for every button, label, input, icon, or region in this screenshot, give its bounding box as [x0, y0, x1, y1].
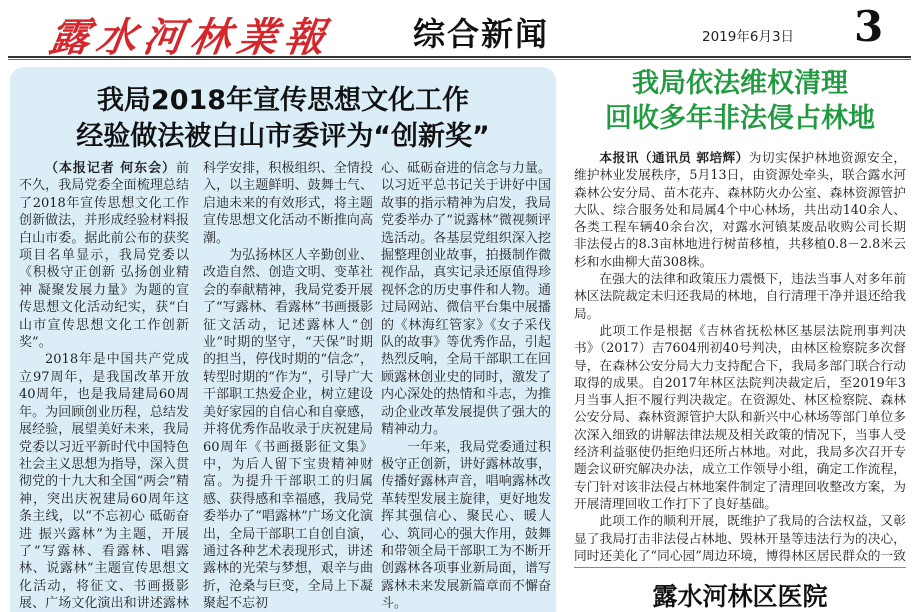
feature-headline-line-2: 经验做法被白山市委评为“创新奖” — [76, 121, 490, 152]
paragraph: 科学安排，积极组织、全情投入，以主题鲜明、鼓舞士气、启迪未来的有效形式，将主题宣传思想文化活动不断推向高潮。 — [203, 161, 373, 246]
paragraph: 在强大的法律和政策压力震慑下，违法当事人对多年前林区法院裁定未归还我局的林地，自行清理干净并退还给我局。 — [574, 271, 906, 321]
feature-column-3 — [381, 160, 551, 612]
news-headline-line-2: 回收多年非法侵占林地 — [605, 103, 875, 134]
feature-column-2 — [203, 160, 373, 612]
paragraph: 一年来，我局党委通过积极守正创新，讲好露林故事，传播好露林声音，唱响露林改革转型发展主旋律，更好地发挥其强信心、聚民心、暖人心、筑同心的强大作用，鼓舞和带领全局干部职工为不断开创露林各项事业新局面，谱写露林未来发展新篇章而不懈奋斗。 — [381, 439, 551, 612]
next-article-headline: 露水河林区医院 — [652, 582, 828, 611]
feature-byline: （本报记者 何东会） — [45, 161, 176, 176]
header-divider — [8, 56, 911, 60]
paragraph: 此项工作是根据《吉林省抚松林区基层法院刑事判决书》（2017）吉7604刑初40号判决，由林区检察院多次督导，在森林公安分局大力支持配合下，我局多部门联合行动取得的成果。自2017年林区法院判决裁定后，至2019年3月当事人拒不履行判决裁定。在资源处、林区检察院、森林公安分局、森林资源管护大队和新兴中心林场等部门单位多次深入细致的讲解法律法规及相关政策的情况下，当事人受经济利益驱使仍拒绝归还所占林地。对此，我局多次召开专题会议研究解决办法，成立工作领导小组，确定工作流程，专门针对该非法侵占林地案件制定了清理回收整改方案，为开展清理回收工作打下了良好基础。 — [574, 322, 906, 511]
paragraph: 此项工作的顺利开展，既维护了我局的合法权益，又彰显了我局打击非法侵占林地、毁林开垦等违法行为的决心，同时还美化了“同心园”周边环境，博得林区居民群众的一致 — [574, 513, 906, 563]
paragraph-text: 为切实保护林地资源安全，维护林业发展秩序，5月13日，由资源处牵头，联合露水河森林公安分局、苗木花卉、森林防火办公室、森林资源管护大队、综合服务处和局属4个中心林场，共出动140余人、各类工程车辆40余台次，对露水河镇某废品收购公司长期非法侵占的8.3亩林地进行树苗移植，共移植0.8－2.8米云杉和水曲柳大苗308株。 — [574, 150, 906, 269]
paragraph-text: 前不久，我局党委全面梳理总结了2018年宣传思想文化工作创新做法，并形成经验材料报白山市委。据此前公布的获奖项目名单显示，我局党委以《积极守正创新 弘扬创业精神 凝聚发展力量》为题的宣传思想文化活动纪实，获“白山市宣传思想文化工作创新奖”。 — [19, 161, 189, 351]
paragraph: 心、砥砺奋进的信念与力量。以习近平总书记关于讲好中国故事的指示精神为启发，我局党委举办了“说露林”微视频评选活动。各基层党组织深入挖掘整理创业故事，拍摄制作微视作品，真实记录还原值得珍视怀念的历史事件和人物。通过局网站、微信平台集中展播的《林海红管家》《女子采伐队的故事》等优秀作品，引起热烈反响，全局干部职工在回顾露林创业史的同时，激发了内心深处的热情和斗志，为推动企业改革发展提供了强大的精神动力。 — [381, 161, 551, 438]
masthead-logo: 露水河林業報 — [46, 14, 335, 61]
news-byline: 本报讯（通讯员 郭培辉） — [599, 150, 749, 165]
section-title: 综合新闻 — [413, 15, 550, 53]
paragraph: 为弘扬林区人辛勤创业、改造自然、创造文明、变革社会的奉献精神，我局党委开展了“写露林、看露林”书画摄影征文活动，记述露林人“创业”时期的坚守，“天保”时期的担当，停伐时期的“信念”，转型时期的“作为”，引导广大干部职工热爱企业，树立建设美好家园的自信心和自豪感，并将优秀作品收录于庆祝建局60周年《书画摄影征文集》中，为后人留下宝贵精神财富。为提升干部职工的归属感、获得感和幸福感，我局党委举办了“唱露林”广场文化演出，全局干部职工自创自演，通过各种艺术表现形式，讲述露林的光荣与梦想，艰辛与曲折，沧桑与巨变，全局上下凝聚起不忘初 — [203, 248, 373, 612]
paragraph: 2018年是中国共产党成立97周年，是我国改革开放40周年，也是我局建局60周年。为回顾创业历程，总结发展经验，展望美好未来，我局党委以习近平新时代中国特色社会主义思想为指导，深入贯彻党的十九大和全国“两会”精神，突出庆祝建局60周年这条主线，以“不忘初心 砥砺奋进 振兴露林”为主题，开展了“写露林、看露林、唱露林、说露林”主题宣传思想文化活动，将征文、书画摄影展、广场文化演出和讲述露林 — [19, 352, 189, 612]
issue-date: 2019年6月3日 — [702, 29, 795, 45]
page-number: 3 — [854, 2, 884, 51]
news-article-body — [574, 149, 906, 565]
news-headline-line-1: 我局依法维权清理 — [632, 68, 848, 99]
feature-column-1 — [19, 160, 189, 612]
paragraph — [19, 160, 189, 351]
paragraph — [574, 149, 906, 270]
feature-headline-line-1: 我局2018年宣传思想文化工作 — [96, 85, 470, 116]
article-divider — [574, 567, 906, 568]
